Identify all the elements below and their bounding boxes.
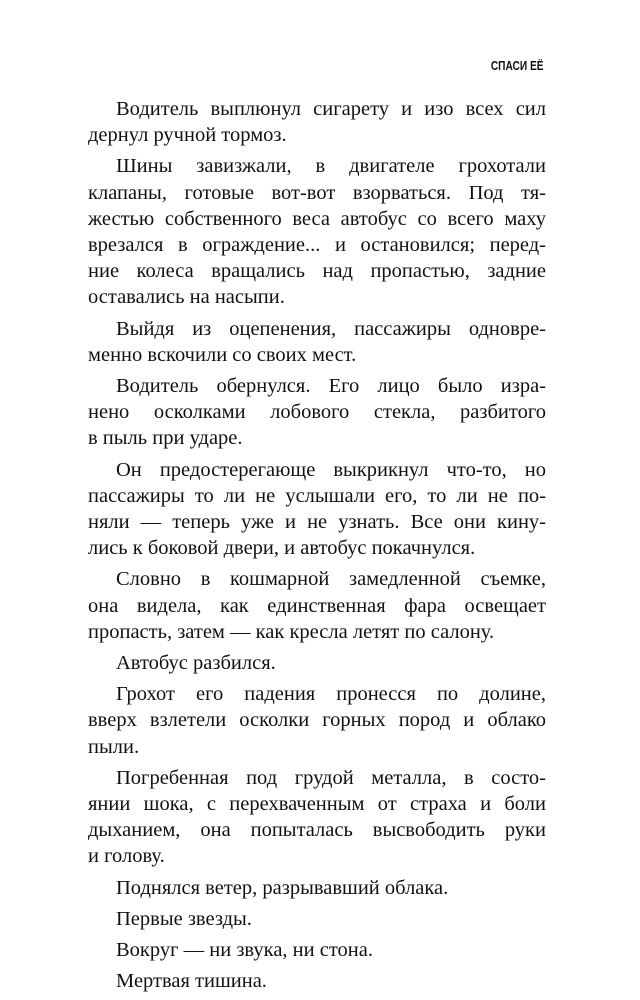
paragraph: [88, 937, 546, 963]
text-line: Он предостерегающе выкрикнул что-то, но: [116, 458, 546, 481]
text-line: пропасть, затем — как кресла летят по салону.: [88, 620, 495, 643]
text-line: врезался в ограждение... и остановился; перед-: [88, 234, 546, 257]
text-line: Вокруг — ни звука, ни стона.: [116, 939, 373, 962]
text-line: Словно в кошмарной замедленной съемке,: [116, 568, 546, 591]
text-line: нено осколками лобового стекла, разбитого: [88, 401, 546, 424]
text-line: оставались на насыпи.: [88, 286, 285, 309]
paragraph: [88, 373, 546, 452]
paragraph: [88, 457, 546, 562]
text-line: Водитель выплюнул сигарету и изо всех сил: [116, 98, 546, 120]
text-line: пассажиры то ли не услышали его, то ли не по-: [88, 484, 546, 507]
body-text: [88, 96, 546, 1000]
text-line: дыханием, она попыталась высвободить руки: [88, 819, 546, 842]
paragraph: [88, 765, 546, 870]
text-line: пыли.: [88, 735, 140, 758]
text-line: в пыль при ударе.: [88, 427, 243, 450]
paragraph: [88, 96, 546, 148]
paragraph: [88, 968, 546, 994]
text-line: Погребенная под грудой металла, в состо-: [116, 766, 546, 789]
text-line: она видела, как единственная фара освещает: [88, 594, 546, 617]
text-line: Поднялся ветер, разрывавший облака.: [116, 876, 449, 899]
paragraph: [88, 875, 546, 901]
text-line: ние колеса вращались над пропастью, задние: [88, 260, 546, 283]
text-line: Грохот его падения пронесся по долине,: [116, 683, 546, 706]
text-line: Водитель обернулся. Его лицо было изра-: [116, 375, 546, 398]
text-line: менно вскочили со своих мест.: [88, 343, 357, 366]
text-line: Выйдя из оцепенения, пассажиры одновре-: [116, 317, 546, 340]
text-line: клапаны, готовые вот-вот взорваться. Под тя-: [88, 181, 546, 204]
paragraph: [88, 566, 546, 645]
text-line: няли — теперь уже и не узнать. Все они кину-: [88, 511, 546, 534]
text-line: Мертвая тишина.: [116, 970, 267, 993]
paragraph: [88, 650, 546, 676]
running-head: СПАСИ ЕЁ: [491, 58, 544, 73]
text-line: Автобус разбился.: [116, 652, 276, 675]
text-line: лись к боковой двери, и автобус покачнулся.: [88, 537, 476, 560]
text-line: дернул ручной тормоз.: [88, 124, 287, 147]
paragraph: [88, 681, 546, 760]
text-line: Шины завизжали, в двигателе грохотали: [116, 155, 546, 178]
text-line: жестью собственного веса автобус со всего маху: [88, 207, 546, 230]
paragraph: [88, 153, 546, 310]
text-line: вверх взлетели осколки горных пород и облако: [88, 709, 546, 732]
text-line: Первые звезды.: [116, 907, 252, 930]
paragraph: [88, 906, 546, 932]
text-line: и голову.: [88, 845, 165, 868]
paragraph: [88, 316, 546, 368]
text-line: янии шока, с перехваченным от страха и боли: [88, 793, 546, 816]
